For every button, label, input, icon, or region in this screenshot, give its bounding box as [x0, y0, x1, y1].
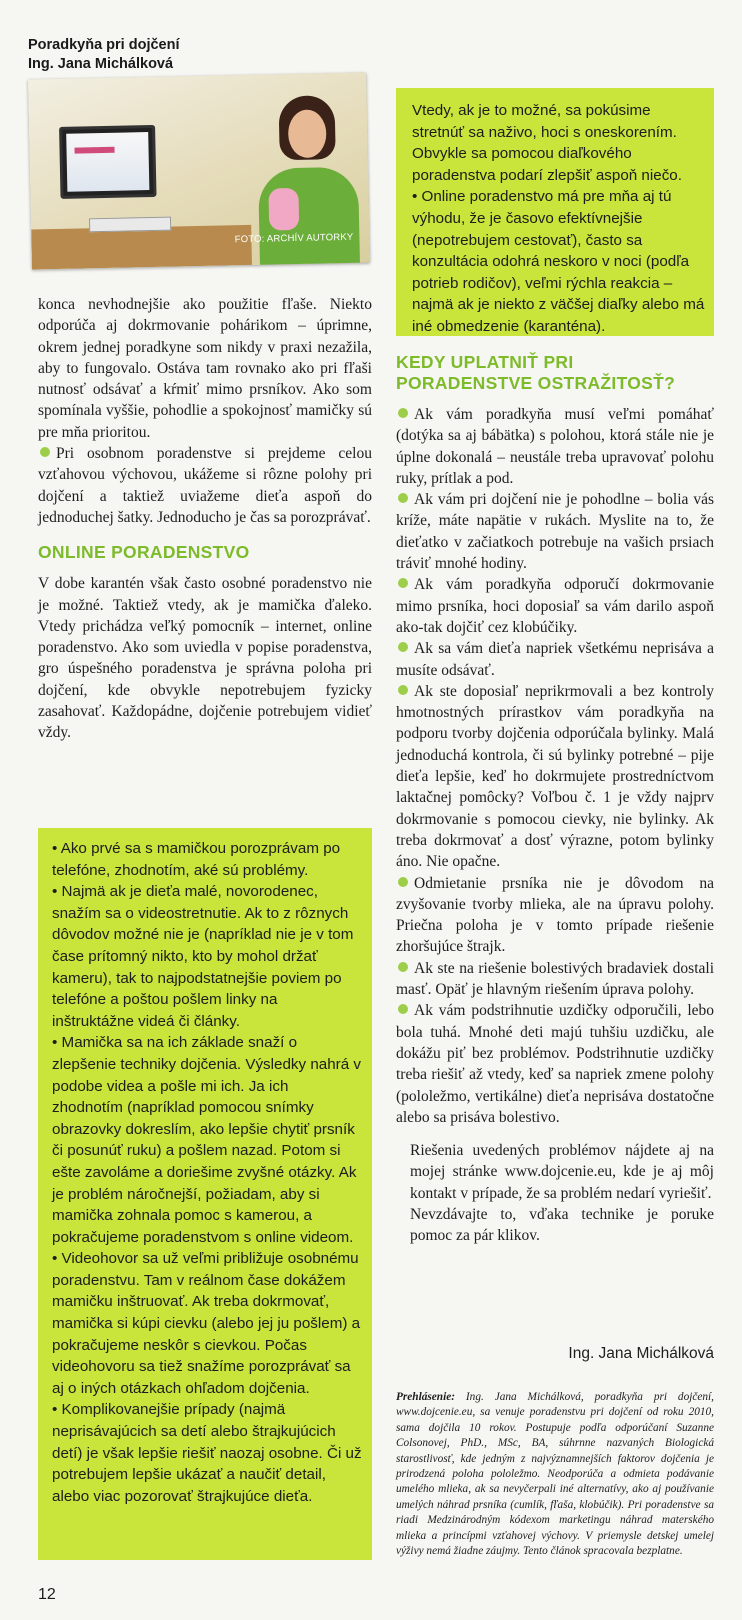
caution-item: Ak vám pri dojčení nie je pohodlne – bolia vás kríže, máte napätie v rukách. Myslite na to, že dieťatko v začiatkoch potrebuje na vašich prsiach tráviť mnohé hodiny.: [396, 491, 714, 573]
bullet-icon: [398, 578, 408, 588]
paragraph: Pri osobnom poradenstve si prejdeme celou vzťahovou výchovou, ukážeme si rôzne polohy pri dojčení a taktiež uviažeme dieťa aspoň do jednoduchej šatky. Jednoducho je čas sa porozprávať.: [38, 445, 372, 526]
bullet-icon: [398, 642, 408, 652]
page-number: 12: [38, 1586, 56, 1603]
bullet-icon: [40, 447, 50, 457]
box-item: • Online poradenstvo má pre mňa aj tú výhodu, že je časovo efektívnejšie (nepotrebujem cestovať), často sa konzultácia odohrá neskoro v noci (podľa potrieb rodičov), veľmi rýchla reakcia – najmä ak je niekto z väčšej diaľky alebo má iné obmedzenie (karanténa).: [412, 188, 705, 335]
closing-paragraph: Riešenia uvedených problémov nájdete aj na mojej stránke www.dojcenie.eu, kde je aj môj kontakt v prípade, že sa problém nedarí vyriešiť.: [410, 1142, 714, 1202]
caution-item: Ak ste na riešenie bolestivých bradaviek dostali masť. Opäť je hlavným riešením úprava polohy.: [396, 959, 714, 999]
paragraph: V dobe karantén však často osobné poradenstvo nie je možné. Taktiež vtedy, ak je mamička ďaleko. Vtedy prichádza veľký pomocník – internet, online poradenstvo. Ako som uviedla v popise poradenstva, gro úspešného poradenstva je správna poloha pri dojčení, kde obvykle nepotrebujem fyzicky zasahovať. Každopádne, dojčenie potrebujem vidieť vždy.: [38, 575, 372, 742]
caution-item: Ak ste doposiaľ neprikrmovali a bez kontroly hmotnostných prírastkov vám poradkyňa na podporu tvorby dojčenia odporúčala bylinky. Malá jednoduchá kontrola, či sú bylinky potrebné – pije dieťa lepšie, keď ho dokrmujete prostredníctvom laktačnej pomôcky? Voľbou č. 1 je vždy najprv dokrmovanie s pomocou cievky, nie bylinky. Ak treba dokrmovať a dosť výrazne, potom bylinky áno. Nie opačne.: [396, 682, 714, 871]
bullet-icon: [398, 685, 408, 695]
caution-item: Odmietanie prsníka nie je dôvodom na zvyšovanie tvorby mlieka, ale na úpravu polohy. Priečna poloha je v tomto prípade riešenie zhoršujúce štrajk.: [396, 874, 714, 956]
computer-monitor: [59, 125, 156, 199]
disclaimer-text: Ing. Jana Michálková, poradkyňa pri dojčení, www.dojcenie.eu, sa venuje poradenstvu pri dojčení od roku 2010, sama dojčila 10 rokov. Postupuje podľa odporúčaní Suzanne Colsonovej, PhD., MSc, BA, súhrnne nazvaných Biologická starostlivosť, kde jedným z najvýznamnejších faktorov dojčenia je prirodzená poloha pololežmo. Neodporúča a odmieta podávanie umelého mlieka, ak sa nevyčerpali iné alternatívy, ako aj používanie umelých náhrad prsníka (cumlík, fľaša, klobúčik). Pri poradenstve sa riadi Medzinárodným kódexom marketingu náhrad materského mlieka a princípmi vzťahovej výchovy. V priemysle detskej umelej výživy nemá žiadne záujmy. Tento článok spracovala bezplatne.: [396, 1391, 714, 1558]
signature: Ing. Jana Michálková: [568, 1345, 714, 1362]
box-item: • Komplikovanejšie prípady (najmä neprisávajúcich sa detí alebo štrajkujúcich detí) je však lepšie riešiť naozaj osobne. Či už potrebujem lepšie ukázať a naučiť detail, alebo viac pozorovať štrajkujúce dieťa.: [52, 1401, 362, 1505]
caution-item: Ak vám poradkyňa musí veľmi pomáhať (dotýka sa aj bábätka) s polohou, ktorá stále nie je úplne dokonalá – neustále treba upravovať polohu ruky, prítlak a pod.: [396, 406, 714, 487]
right-column: [396, 352, 714, 1247]
left-column: [38, 294, 372, 744]
section-heading-caution: KEDY UPLATNIŤ PRI PORADENSTVE OSTRAŽITOSŤ?: [396, 352, 676, 393]
column-title: Poradkyňa pri dojčení: [28, 37, 180, 53]
bullet-icon: [398, 493, 408, 503]
keyboard: [89, 217, 171, 233]
article-header: [28, 36, 180, 74]
photo-credit: FOTO: ARCHÍV AUTORKY: [234, 231, 354, 246]
online-steps-box: [38, 828, 372, 1560]
box-item: • Mamička sa na ich základe snaží o zlepšenie techniky dojčenia. Výsledky nahrá v podobe videa a pošle mi ich. Ja ich zhodnotím (napríklad pomocou snímky obrazovky dokreslím, ako lepšie chytiť prsník či posunúť ruku) a pošlem nazad. Potom si ešte zavoláme a doriešime zvyšné otázky. Ak je problém náročnejší, požiadam, aby si mamička zohnala pomoc s kamerou, a pokračujeme poradenstvom s online videom.: [52, 1034, 361, 1246]
author-name: Ing. Jana Michálková: [28, 56, 174, 72]
disclaimer-label: Prehlásenie:: [396, 1391, 455, 1403]
box-item: • Najmä ak je dieťa malé, novorodenec, snažím sa o videostretnutie. Ak to z rôznych dôvodov možné nie je (napríklad nie je v tom čase prítomný nikto, kto by mohol držať kameru), tak to najpodstatnejšie poviem po telefóne a poštou pošlem linky na inštruktážne videá či články.: [52, 883, 354, 1030]
disclaimer: [396, 1390, 714, 1559]
bullet-icon: [398, 962, 408, 972]
box-item: • Ako prvé sa s mamičkou porozprávam po telefóne, zhodnotím, aké sú problémy.: [52, 840, 341, 879]
author-photo: [28, 72, 370, 269]
caution-item: Ak vám podstrihnutie uzdičky odporučili, lebo bola tuhá. Mnohé deti majú tuhšiu uzdičku, ale dokážu piť bez problémov. Podstrihnutie uzdičky treba riešiť až vtedy, keď sa napriek zmene polohy (pololežmo, vertikálne) dieťa neprisáva dostatočne alebo sa prisáva bolestivo.: [396, 1002, 714, 1126]
bullet-icon: [398, 408, 408, 418]
online-advantages-box: [396, 88, 714, 336]
box-item: • Videohovor sa už veľmi približuje osobnému poradenstvu. Tam v reálnom čase dokážem mamičku inštruovať. Ak treba dokrmovať, mamička si kúpi cievku (alebo jej ju pošlem) a pokračujeme neskôr s cievkou. Počas videohovoru sa tiež snažíme porozprávať sa aj o iných otázkach ohľadom dojčenia.: [52, 1250, 361, 1397]
paragraph: konca nevhodnejšie ako použitie fľaše. Niekto odporúča aj dokrmovanie pohárikom – úprimne, okrem jednej poradkyne som nikdy v praxi nezažila, aby to fungovalo. Ostáva tam rovnako ako pri fľaši nutnosť odsávať a kŕmiť mimo prsníkov. Ako som spomínala vyššie, pohodlie a spokojnosť mamičky sú pre mňa prioritou.: [38, 296, 372, 441]
closing-paragraph: Nevzdávajte to, vďaka technike je poruke pomoc za pár klikov.: [410, 1205, 714, 1245]
caution-item: Ak vám poradkyňa odporučí dokrmovanie mimo prsníka, hoci doposiaľ sa vám darilo aspoň ako-tak dojčiť cez klobúčiky.: [396, 576, 714, 636]
caution-item: Ak sa vám dieťa napriek všetkému neprisáva a musíte odsávať.: [396, 640, 714, 679]
section-heading-online: ONLINE PORADENSTVO: [38, 542, 250, 563]
box-item: Vtedy, ak je to možné, sa pokúsime stretnúť sa naživo, hoci s oneskorením. Obvykle sa pomocou diaľkového poradenstva podarí zlepšiť aspoň niečo.: [412, 102, 682, 184]
bullet-icon: [398, 877, 408, 887]
bullet-icon: [398, 1004, 408, 1014]
